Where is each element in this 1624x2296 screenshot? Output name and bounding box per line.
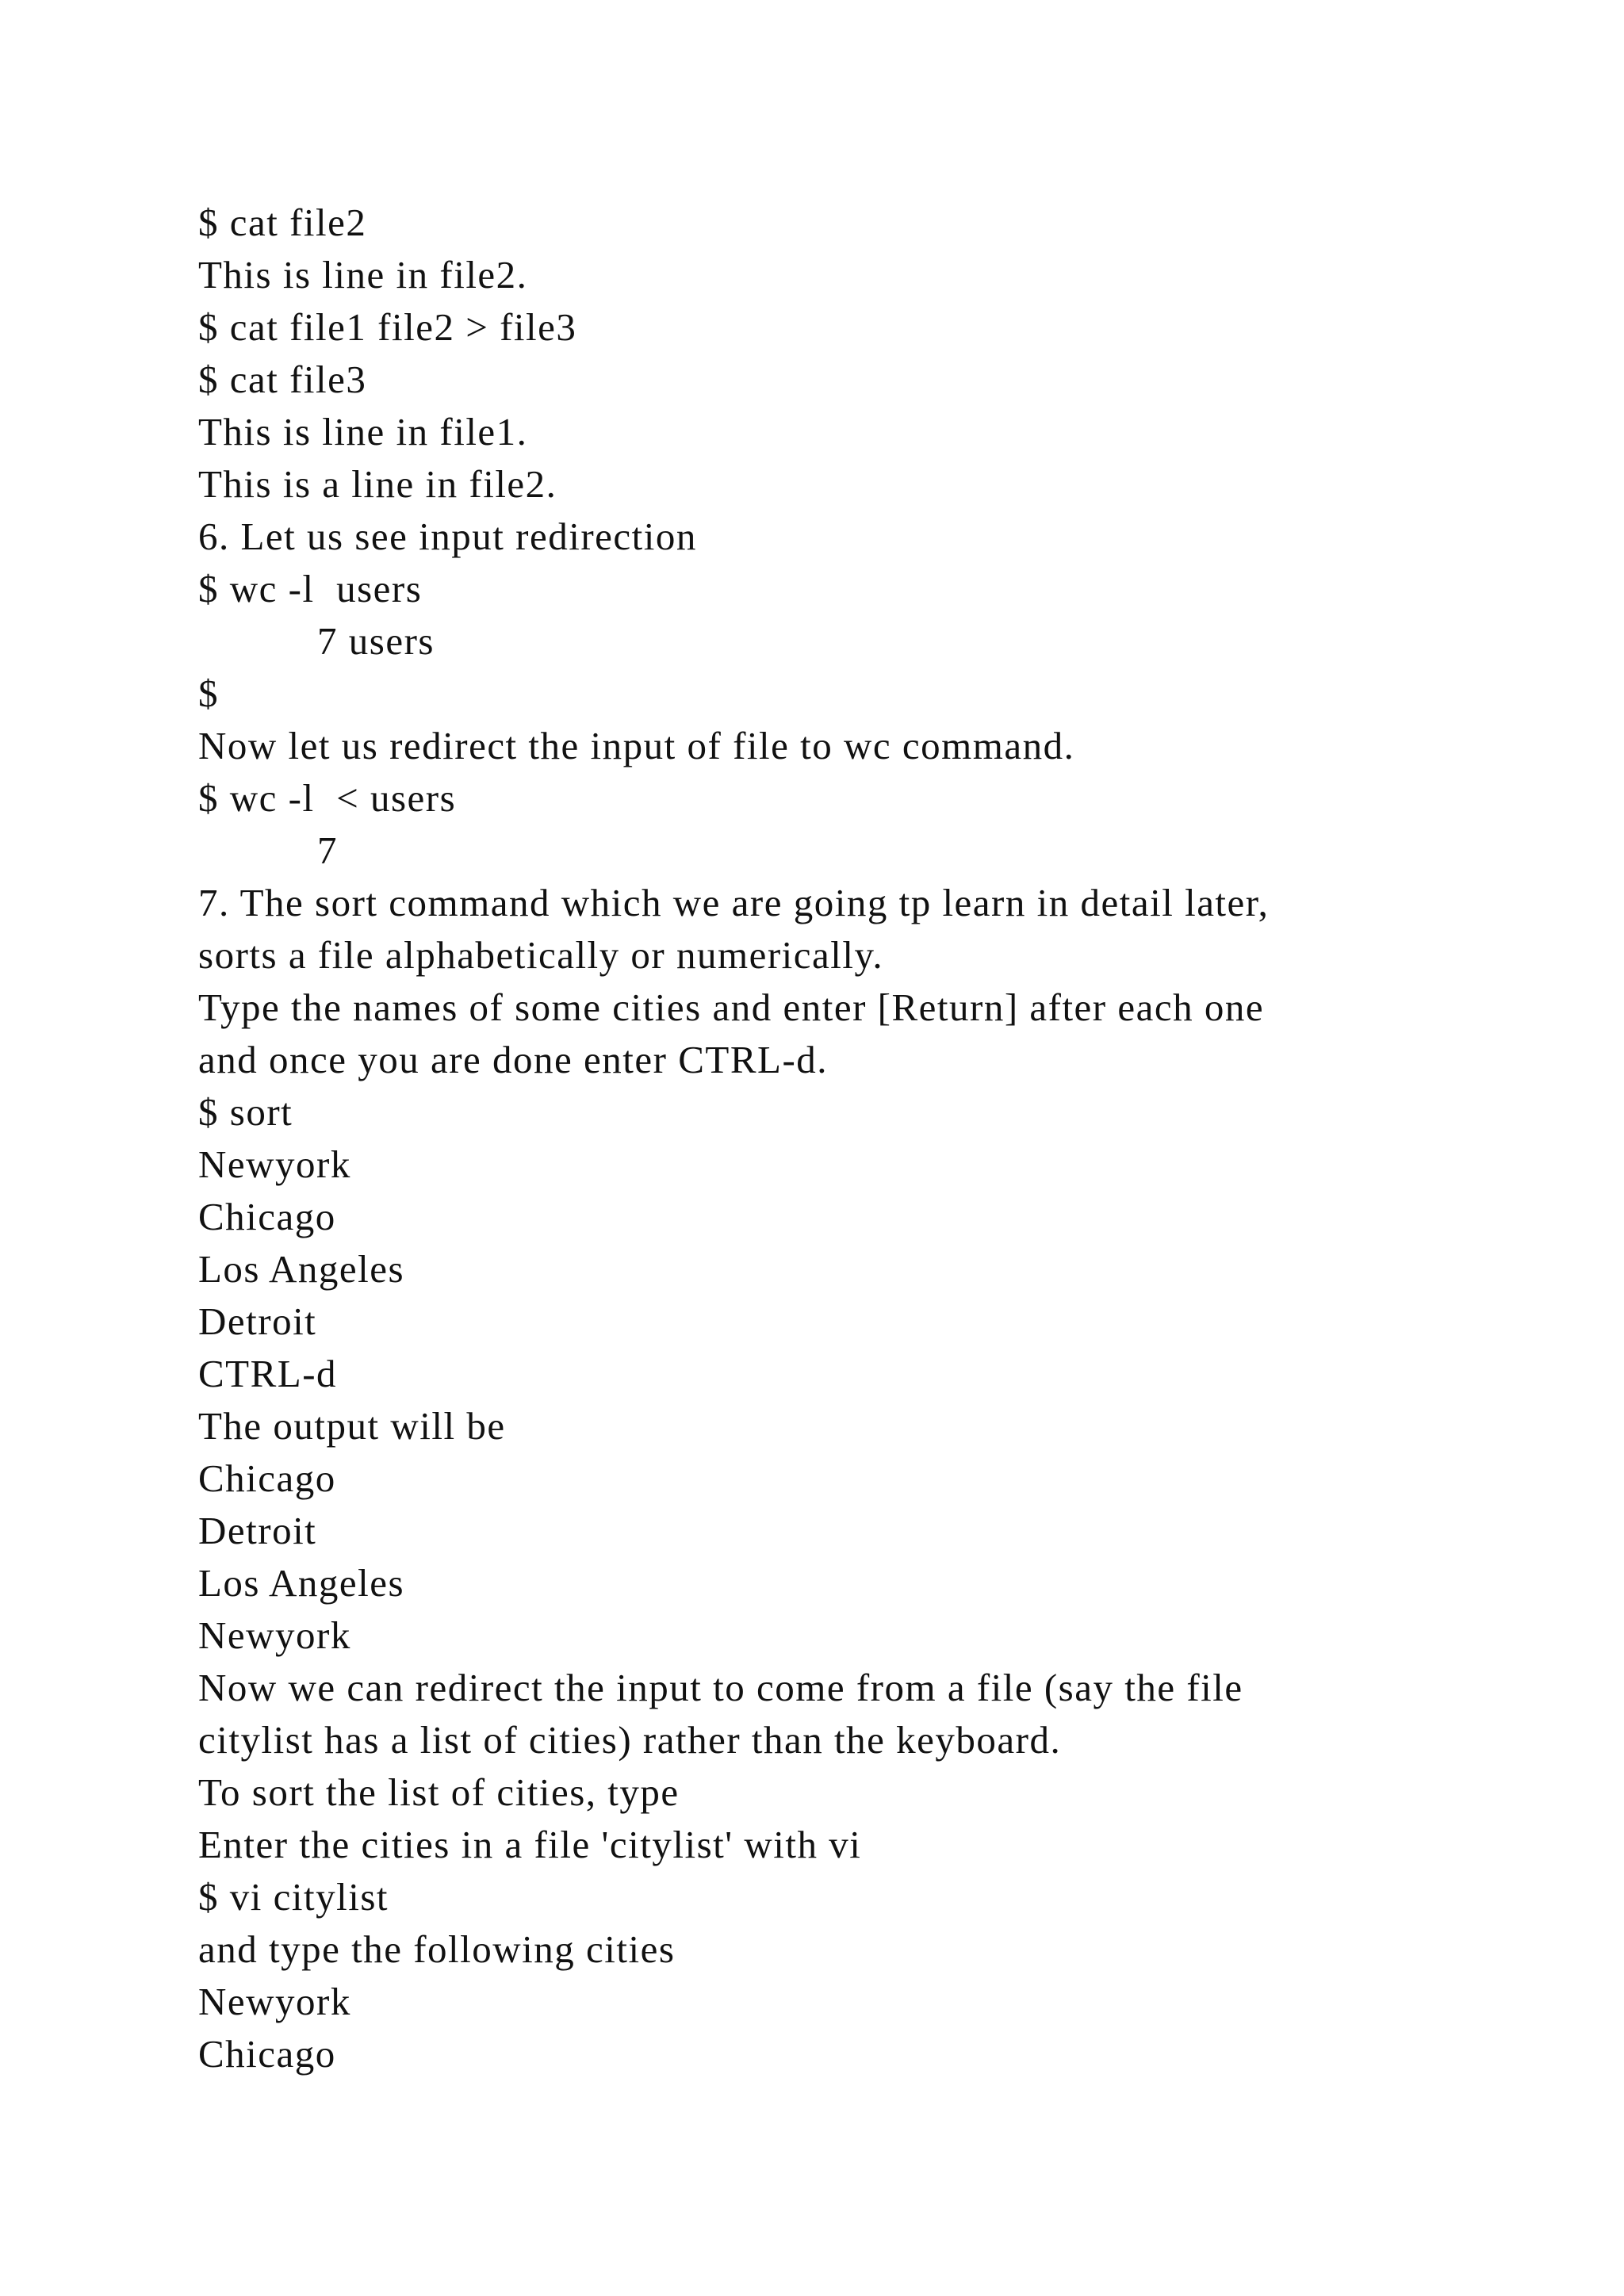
document-body [198,197,1546,2080]
text-line: Chicago [198,1456,336,1500]
text-line: This is line in file1. [198,410,528,453]
text-line: Newyork [198,1613,351,1657]
text-line: 7 [317,828,338,872]
text-line: CTRL-d [198,1352,338,1395]
text-line: citylist has a list of cities) rather than the keyboard. [198,1718,1062,1762]
text-line: The output will be [198,1404,506,1448]
text-line: Detroit [198,1299,317,1343]
text-line: Now let us redirect the input of file to wc command. [198,724,1075,767]
text-line: 7 users [317,619,435,663]
text-line: Newyork [198,1980,351,2023]
text-line: $ cat file2 [198,201,367,244]
text-line: $ wc -l < users [198,776,457,820]
text-line: $ vi citylist [198,1875,389,1919]
text-line: This is line in file2. [198,253,528,297]
text-line: Newyork [198,1142,351,1186]
text-line: Detroit [198,1509,317,1552]
text-line: Los Angeles [198,1247,405,1291]
text-line: Chicago [198,1195,336,1238]
text-line: To sort the list of cities, type [198,1770,680,1814]
text-line: 6. Let us see input redirection [198,515,697,558]
text-line: $ sort [198,1090,293,1134]
text-line: Chicago [198,2032,336,2076]
text-line: $ cat file3 [198,358,367,401]
text-line: Enter the cities in a file 'citylist' with vi [198,1823,862,1866]
text-line: Los Angeles [198,1561,405,1605]
text-line: and once you are done enter CTRL-d. [198,1038,829,1081]
text-line: sorts a file alphabetically or numerically. [198,933,884,977]
text-line: $ cat file1 file2 > file3 [198,305,577,349]
text-line: This is a line in file2. [198,462,557,506]
text-line: $ wc -l users [198,567,423,610]
text-line: $ [198,672,219,715]
text-line: and type the following cities [198,1927,676,1971]
text-line: Type the names of some cities and enter [Return] after each one [198,985,1265,1029]
text-line: Now we can redirect the input to come from a file (say the file [198,1666,1243,1709]
text-line: 7. The sort command which we are going tp learn in detail later, [198,881,1270,924]
